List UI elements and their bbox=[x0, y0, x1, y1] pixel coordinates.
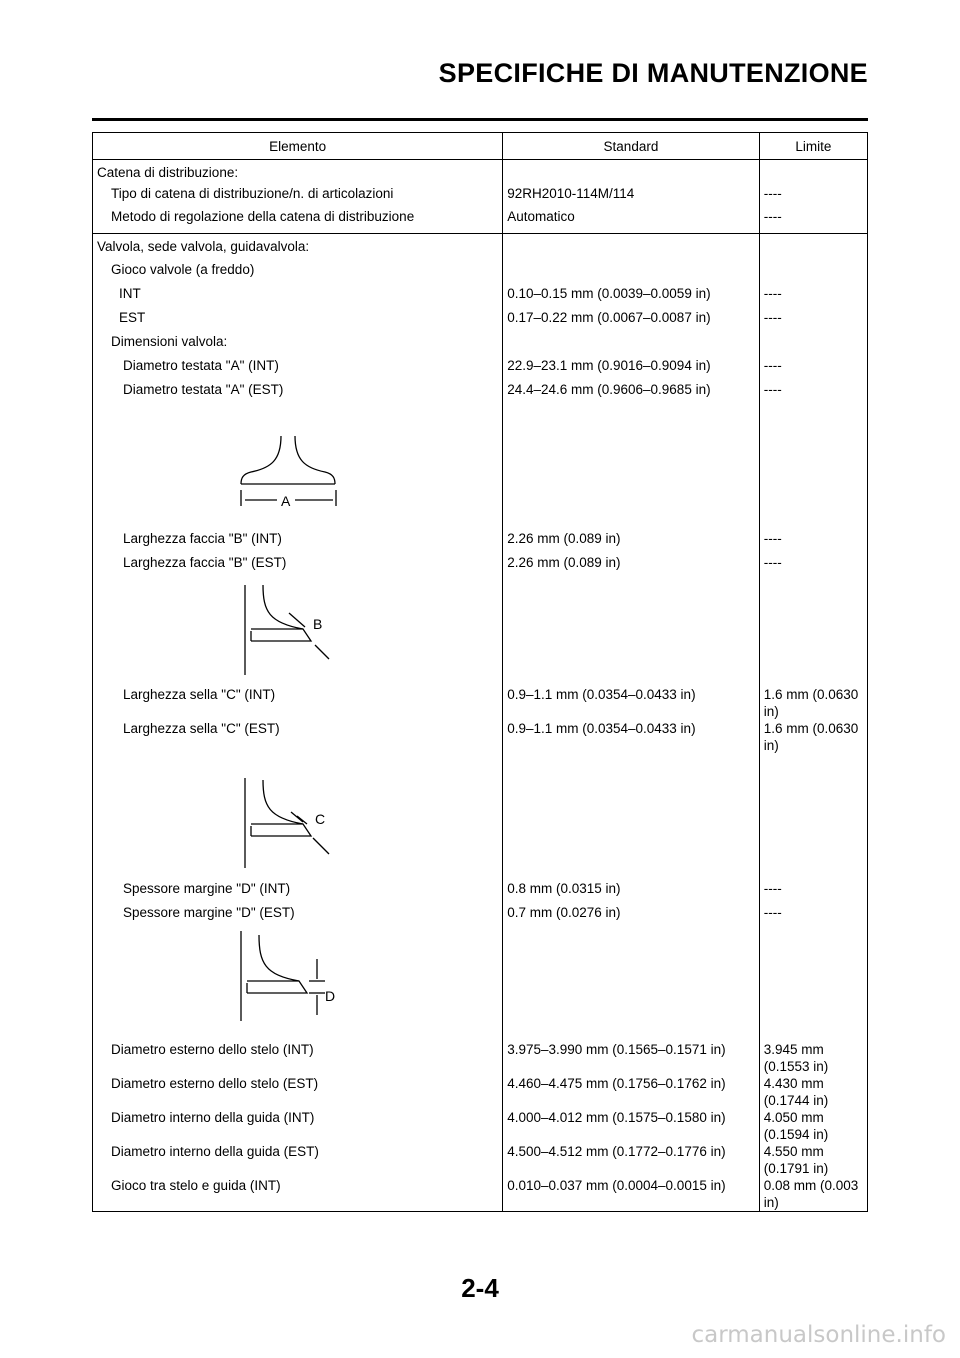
table-row bbox=[93, 160, 868, 186]
section-title: Valvola, sede valvola, guidavalvola: bbox=[93, 234, 503, 262]
cell-standard: 0.010–0.037 mm (0.0004–0.0015 in) bbox=[503, 1177, 760, 1212]
cell-limit: 4.430 mm (0.1744 in) bbox=[763, 1076, 829, 1108]
cell-item: Larghezza faccia "B" (INT) bbox=[93, 530, 503, 554]
figure-cell bbox=[93, 921, 503, 1041]
subsection-title: Gioco valvole (a freddo) bbox=[93, 261, 503, 285]
cell-item: Diametro testata "A" (INT) bbox=[93, 357, 503, 381]
cell-limit: ---- bbox=[763, 286, 782, 301]
table-row bbox=[93, 880, 868, 904]
table-row bbox=[93, 285, 868, 309]
table-row bbox=[93, 1041, 868, 1075]
table-row bbox=[93, 185, 868, 208]
figure-label-b: B bbox=[313, 616, 323, 632]
cell-limit: 4.550 mm (0.1791 in) bbox=[763, 1144, 829, 1176]
cell-limit: ---- bbox=[763, 382, 782, 397]
cell-standard: 0.10–0.15 mm (0.0039–0.0059 in) bbox=[503, 285, 760, 309]
table-row bbox=[93, 1109, 868, 1143]
cell-item: Diametro interno della guida (INT) bbox=[93, 1109, 503, 1143]
cell-item: INT bbox=[93, 285, 503, 309]
table-row bbox=[93, 309, 868, 333]
valve-margin-thickness-diagram bbox=[93, 921, 472, 1037]
table-header-row bbox=[93, 133, 868, 160]
cell-limit: ---- bbox=[763, 310, 782, 325]
header-standard: Standard bbox=[503, 133, 760, 160]
figure-label-d: D bbox=[325, 988, 336, 1004]
cell-limit: ---- bbox=[763, 881, 782, 896]
table-row bbox=[93, 333, 868, 357]
table-row bbox=[93, 530, 868, 554]
cell-item: Larghezza sella "C" (EST) bbox=[93, 720, 503, 754]
cell-limit: 3.945 mm (0.1553 in) bbox=[763, 1042, 829, 1074]
cell-item: Larghezza sella "C" (INT) bbox=[93, 686, 503, 720]
cell-limit: ---- bbox=[763, 531, 782, 546]
section-title: Catena di distribuzione: bbox=[93, 160, 503, 186]
figure-cell bbox=[93, 571, 503, 686]
cell-standard: 24.4–24.6 mm (0.9606–0.9685 in) bbox=[503, 381, 760, 398]
table-row bbox=[93, 1177, 868, 1212]
cell-limit: ---- bbox=[763, 555, 782, 570]
cell-limit: ---- bbox=[763, 209, 782, 224]
header-limite: Limite bbox=[759, 133, 867, 160]
cell-standard: 0.17–0.22 mm (0.0067–0.0087 in) bbox=[503, 309, 760, 333]
table-row bbox=[93, 398, 868, 530]
table-row bbox=[93, 1143, 868, 1177]
cell-standard: 3.975–3.990 mm (0.1565–0.1571 in) bbox=[503, 1041, 760, 1075]
cell-standard: 4.500–4.512 mm (0.1772–0.1776 in) bbox=[503, 1143, 760, 1177]
cell-limit: 4.050 mm (0.1594 in) bbox=[763, 1110, 829, 1142]
cell-standard: 0.9–1.1 mm (0.0354–0.0433 in) bbox=[503, 686, 760, 720]
cell-standard: Automatico bbox=[503, 208, 760, 234]
figure-label-c: C bbox=[315, 811, 326, 827]
cell-standard: 0.9–1.1 mm (0.0354–0.0433 in) bbox=[503, 720, 760, 754]
figure-cell bbox=[93, 398, 503, 530]
table-row bbox=[93, 754, 868, 880]
cell-item: Diametro esterno dello stelo (INT) bbox=[93, 1041, 503, 1075]
table-row bbox=[93, 261, 868, 285]
table-row bbox=[93, 234, 868, 262]
figure-label-a: A bbox=[281, 493, 291, 509]
cell-item: Gioco tra stelo e guida (INT) bbox=[93, 1177, 503, 1212]
cell-item: Diametro interno della guida (EST) bbox=[93, 1143, 503, 1177]
cell-limit: 1.6 mm (0.0630 in) bbox=[763, 687, 859, 719]
cell-limit: 0.08 mm (0.003 in) bbox=[763, 1178, 859, 1210]
cell-standard: 2.26 mm (0.089 in) bbox=[503, 530, 760, 554]
page-number: 2-4 bbox=[461, 1273, 499, 1303]
spec-table bbox=[92, 132, 868, 1212]
cell-standard: 22.9–23.1 mm (0.9016–0.9094 in) bbox=[503, 357, 760, 381]
cell-standard: 2.26 mm (0.089 in) bbox=[503, 554, 760, 571]
page-title: SPECIFICHE DI MANUTENZIONE bbox=[438, 58, 868, 88]
cell-standard: 0.8 mm (0.0315 in) bbox=[503, 880, 760, 904]
cell-limit: ---- bbox=[763, 358, 782, 373]
cell-item: Spessore margine "D" (EST) bbox=[93, 904, 503, 921]
header-elemento: Elemento bbox=[93, 133, 503, 160]
cell-item: EST bbox=[93, 309, 503, 333]
table-row bbox=[93, 1075, 868, 1109]
table-row bbox=[93, 904, 868, 921]
cell-item: Spessore margine "D" (INT) bbox=[93, 880, 503, 904]
watermark: carmanualsonline.info bbox=[691, 1322, 946, 1348]
cell-limit: ---- bbox=[763, 186, 782, 201]
valve-seat-width-diagram bbox=[93, 754, 472, 876]
table-row bbox=[93, 208, 868, 234]
valve-face-width-diagram bbox=[93, 571, 472, 682]
table-row bbox=[93, 554, 868, 571]
title-rule bbox=[92, 118, 868, 121]
cell-item: Diametro testata "A" (EST) bbox=[93, 381, 503, 398]
cell-standard: 4.000–4.012 mm (0.1575–0.1580 in) bbox=[503, 1109, 760, 1143]
cell-item: Tipo di catena di distribuzione/n. di articolazioni bbox=[93, 185, 503, 208]
cell-standard: 4.460–4.475 mm (0.1756–0.1762 in) bbox=[503, 1075, 760, 1109]
cell-standard: 92RH2010-114M/114 bbox=[503, 185, 760, 208]
table-row bbox=[93, 571, 868, 686]
table-row bbox=[93, 357, 868, 381]
table-row bbox=[93, 686, 868, 720]
cell-item: Larghezza faccia "B" (EST) bbox=[93, 554, 503, 571]
cell-item: Diametro esterno dello stelo (EST) bbox=[93, 1075, 503, 1109]
table-row bbox=[93, 921, 868, 1041]
table-row bbox=[93, 381, 868, 398]
cell-standard: 0.7 mm (0.0276 in) bbox=[503, 904, 760, 921]
table-row bbox=[93, 720, 868, 754]
figure-cell bbox=[93, 754, 503, 880]
valve-head-diameter-diagram bbox=[93, 398, 472, 526]
cell-limit: 1.6 mm (0.0630 in) bbox=[763, 721, 859, 753]
cell-limit: ---- bbox=[763, 905, 782, 920]
subsection-title: Dimensioni valvola: bbox=[93, 333, 503, 357]
cell-item: Metodo di regolazione della catena di distribuzione bbox=[93, 208, 503, 234]
